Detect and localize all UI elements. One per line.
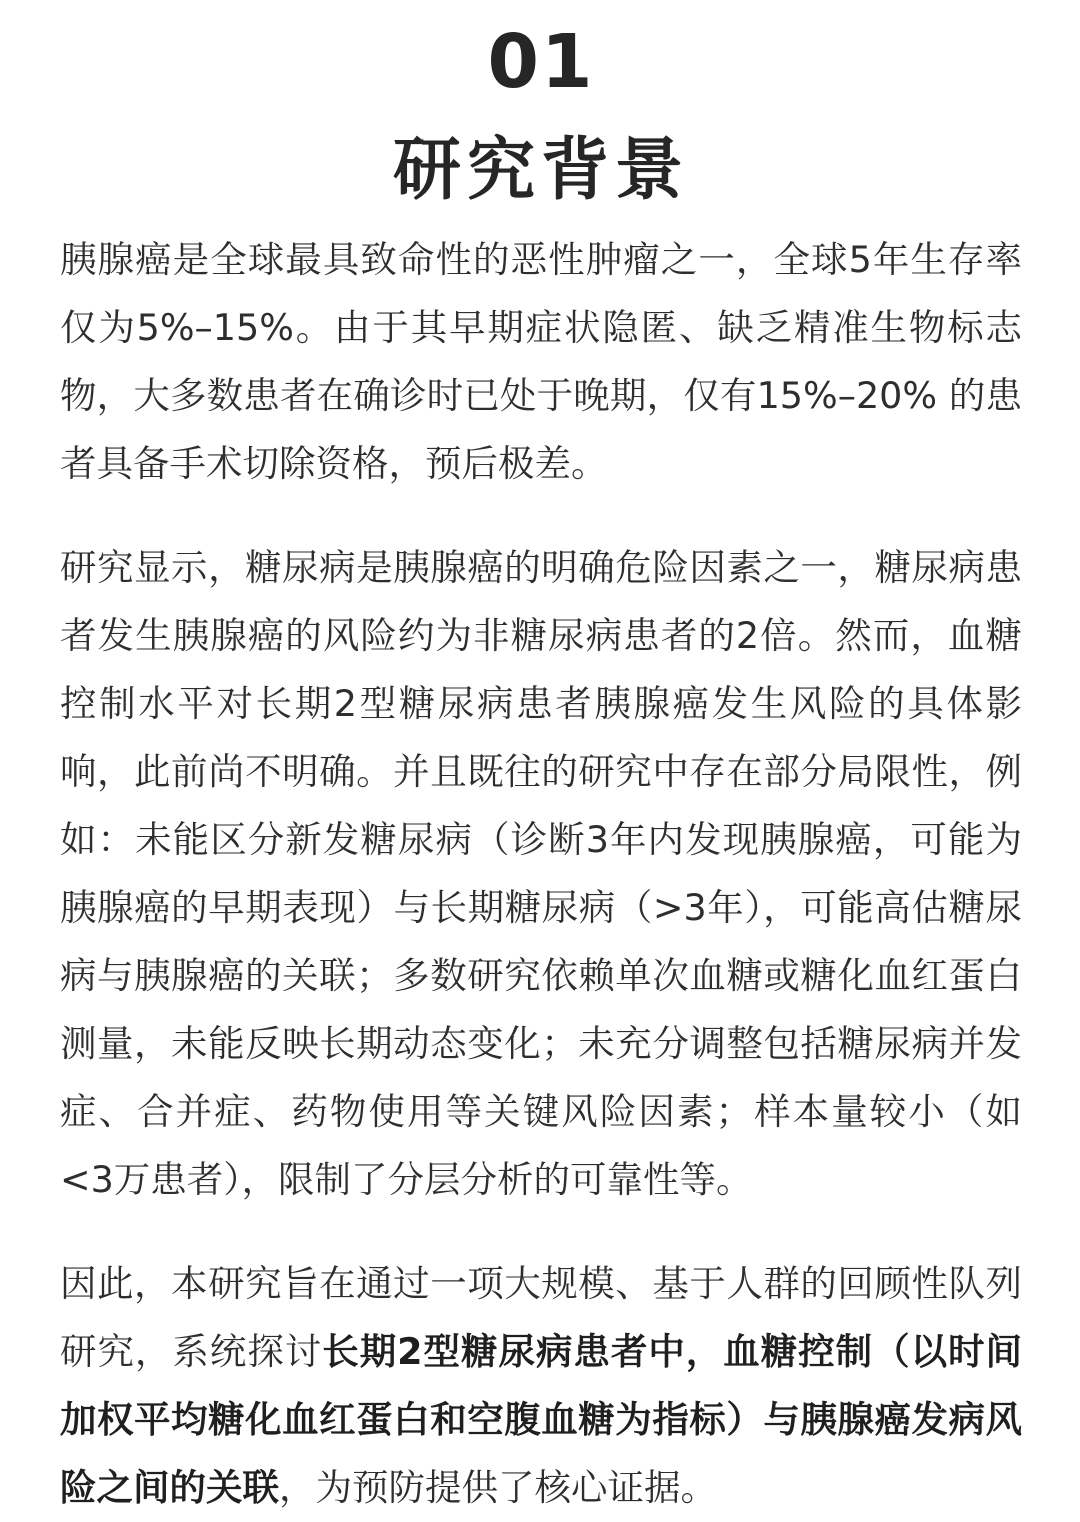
study-aim-lead: 因此，本研究旨在通过一项大规模、基于人群的回顾性队列研究，系统探讨	[60, 1262, 1022, 1373]
section-number: 01	[487, 19, 595, 105]
study-aim-highlight: 长期2型糖尿病患者中，血糖控制（以时间加权平均糖化血红蛋白和空腹血糖为指标）与胰腺癌发病风险之间的关联	[60, 1330, 1022, 1509]
study-aim-tail: ，为预防提供了核心证据。	[279, 1466, 717, 1509]
paragraph-study-aim	[60, 1250, 1022, 1522]
paragraph-background: 胰腺癌是全球最具致命性的恶性肿瘤之一，全球5年生存率仅为5%–15%。由于其早期症状隐匿、缺乏精准生物标志物，大多数患者在确诊时已处于晚期，仅有15%–20% 的患者具备手术切除资格，预后极差。	[60, 238, 1022, 485]
paragraph-diabetes-risk: 研究显示，糖尿病是胰腺癌的明确危险因素之一，糖尿病患者发生胰腺癌的风险约为非糖尿病患者的2倍。然而，血糖控制水平对长期2型糖尿病患者胰腺癌发生风险的具体影响，此前尚不明确。并且既往的研究中存在部分局限性，例如：未能区分新发糖尿病（诊断3年内发现胰腺癌，可能为胰腺癌的早期表现）与长期糖尿病（>3年），可能高估糖尿病与胰腺癌的关联；多数研究依赖单次血糖或糖化血红蛋白测量，未能反映长期动态变化；未充分调整包括糖尿病并发症、合并症、药物使用等关键风险因素；样本量较小（如<3万患者），限制了分层分析的可靠性等。	[60, 546, 1022, 1201]
section-title: 研究背景	[392, 131, 689, 210]
